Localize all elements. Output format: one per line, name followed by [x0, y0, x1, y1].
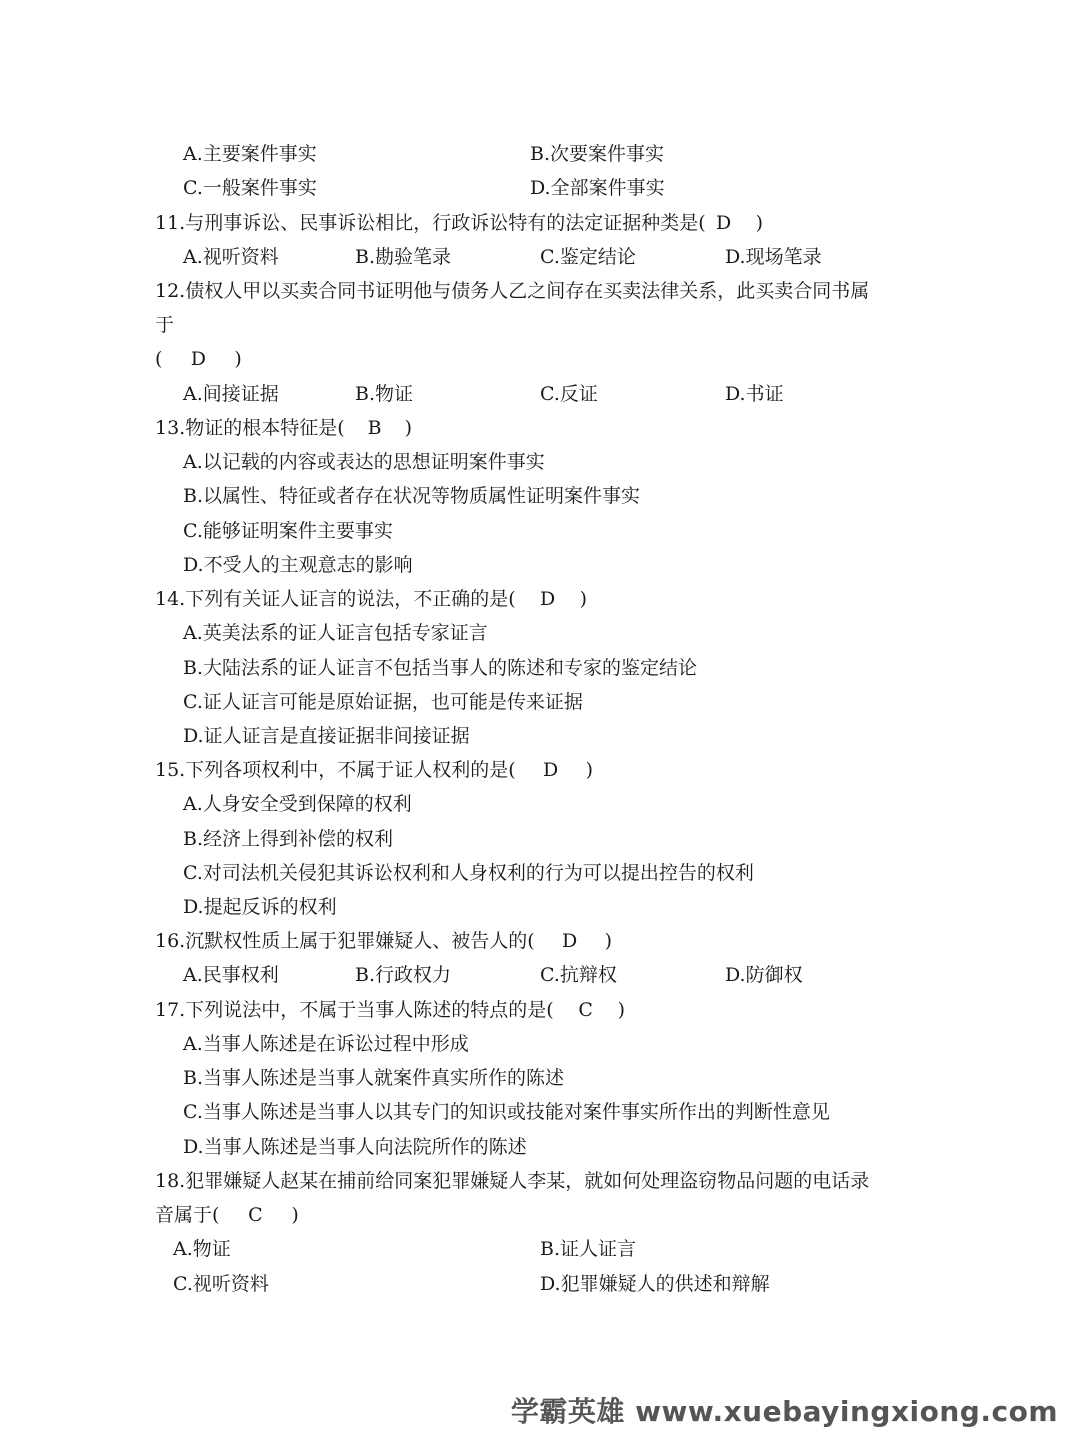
q12-answer: D	[190, 348, 207, 370]
q13-option-d: D.不受人的主观意志的影响	[183, 554, 413, 576]
q12-option-d: D.书证	[725, 383, 784, 405]
q10-option-b: B.次要案件事实	[530, 143, 665, 165]
site-watermark	[511, 1390, 1058, 1430]
q16-option-c: C.抗辩权	[540, 964, 617, 986]
q17-stem-text: 17.下列说法中，不属于当事人陈述的特点的是(	[155, 999, 554, 1021]
q17-option-a: A.当事人陈述是在诉讼过程中形成	[183, 1033, 469, 1055]
watermark-url: www.xuebayingxiong.com	[635, 1395, 1058, 1428]
q13-option-b: B.以属性、特征或者存在状况等物质属性证明案件事实	[183, 485, 641, 507]
q13-option-a: A.以记载的内容或表达的思想证明案件事实	[183, 451, 545, 473]
q18-stem: 18.犯罪嫌疑人赵某在捕前给同案犯罪嫌疑人李某，就如何处理盗窃物品问题的电话录	[155, 1170, 870, 1192]
q13-close: )	[404, 417, 413, 439]
q18-stem2-text: 音属于(	[155, 1204, 220, 1226]
q18-option-d: D.犯罪嫌疑人的供述和辩解	[540, 1273, 770, 1295]
watermark-brand: 学霸英雄	[510, 1395, 625, 1428]
q11-option-b: B.勘验笔录	[355, 246, 452, 268]
q17-option-d: D.当事人陈述是当事人向法院所作的陈述	[183, 1136, 527, 1158]
q14-option-b: B.大陆法系的证人证言不包括当事人的陈述和专家的鉴定结论	[183, 657, 698, 679]
q15-option-c: C.对司法机关侵犯其诉讼权利和人身权利的行为可以提出控告的权利	[183, 862, 754, 884]
q12-open: (	[155, 348, 163, 370]
q16-close: )	[604, 930, 613, 952]
q17-stem	[155, 998, 625, 1022]
q12-close: )	[234, 348, 242, 370]
q16-option-a: A.民事权利	[183, 964, 279, 986]
q16-answer: D	[562, 930, 578, 952]
q15-option-a: A.人身安全受到保障的权利	[183, 793, 412, 815]
q15-stem	[155, 758, 593, 782]
q17-option-c: C.当事人陈述是当事人以其专门的知识或技能对案件事实所作出的判断性意见	[183, 1101, 830, 1123]
q11-answer: D	[716, 212, 732, 234]
q10-option-c: C.一般案件事实	[183, 177, 317, 199]
q18-option-a: A.物证	[173, 1238, 231, 1260]
q11-option-a: A.视听资料	[183, 246, 279, 268]
q17-option-b: B.当事人陈述是当事人就案件真实所作的陈述	[183, 1067, 565, 1089]
q15-stem-text: 15.下列各项权利中，不属于证人权利的是(	[155, 759, 516, 781]
q18-stem-continued	[155, 1203, 299, 1227]
q10-option-d: D.全部案件事实	[530, 177, 665, 199]
q16-option-d: D.防御权	[725, 964, 803, 986]
q15-answer: D	[543, 759, 559, 781]
q13-answer: B	[367, 417, 382, 439]
q13-stem	[155, 416, 412, 440]
q16-stem	[155, 929, 612, 953]
q16-option-b: B.行政权力	[355, 964, 452, 986]
q11-close: )	[755, 212, 764, 234]
q11-stem	[155, 211, 763, 235]
q17-close: )	[617, 999, 626, 1021]
q18-close: )	[291, 1204, 299, 1226]
q11-option-c: C.鉴定结论	[540, 246, 636, 268]
q12-stem: 12.债权人甲以买卖合同书证明他与债务人乙之间存在买卖法律关系，此买卖合同书属	[155, 280, 870, 302]
q16-stem-text: 16.沉默权性质上属于犯罪嫌疑人、被告人的(	[155, 930, 535, 952]
q18-answer: C	[248, 1204, 263, 1226]
q14-answer: D	[540, 588, 556, 610]
q15-option-d: D.提起反诉的权利	[183, 896, 337, 918]
q14-option-d: D.证人证言是直接证据非间接证据	[183, 725, 470, 747]
q12-option-b: B.物证	[355, 383, 414, 405]
q12-answer-line	[155, 347, 242, 371]
q18-option-c: C.视听资料	[173, 1273, 269, 1295]
q14-option-c: C.证人证言可能是原始证据，也可能是传来证据	[183, 691, 583, 713]
q12-stem-continued: 于	[155, 314, 175, 336]
q17-answer: C	[578, 999, 593, 1021]
q14-stem-text: 14.下列有关证人证言的说法，不正确的是(	[155, 588, 516, 610]
q14-option-a: A.英美法系的证人证言包括专家证言	[183, 622, 488, 644]
q13-option-c: C.能够证明案件主要事实	[183, 520, 393, 542]
q15-option-b: B.经济上得到补偿的权利	[183, 828, 394, 850]
q12-option-a: A.间接证据	[183, 383, 279, 405]
q18-option-b: B.证人证言	[540, 1238, 637, 1260]
q13-stem-text: 13.物证的根本特征是(	[155, 417, 345, 439]
q10-option-a: A.主要案件事实	[183, 143, 317, 165]
q14-stem	[155, 587, 587, 611]
q11-option-d: D.现场笔录	[725, 246, 822, 268]
q14-close: )	[579, 588, 588, 610]
q12-option-c: C.反证	[540, 383, 598, 405]
q15-close: )	[585, 759, 594, 781]
q11-stem-text: 11.与刑事诉讼、民事诉讼相比，行政诉讼特有的法定证据种类是(	[155, 212, 706, 234]
